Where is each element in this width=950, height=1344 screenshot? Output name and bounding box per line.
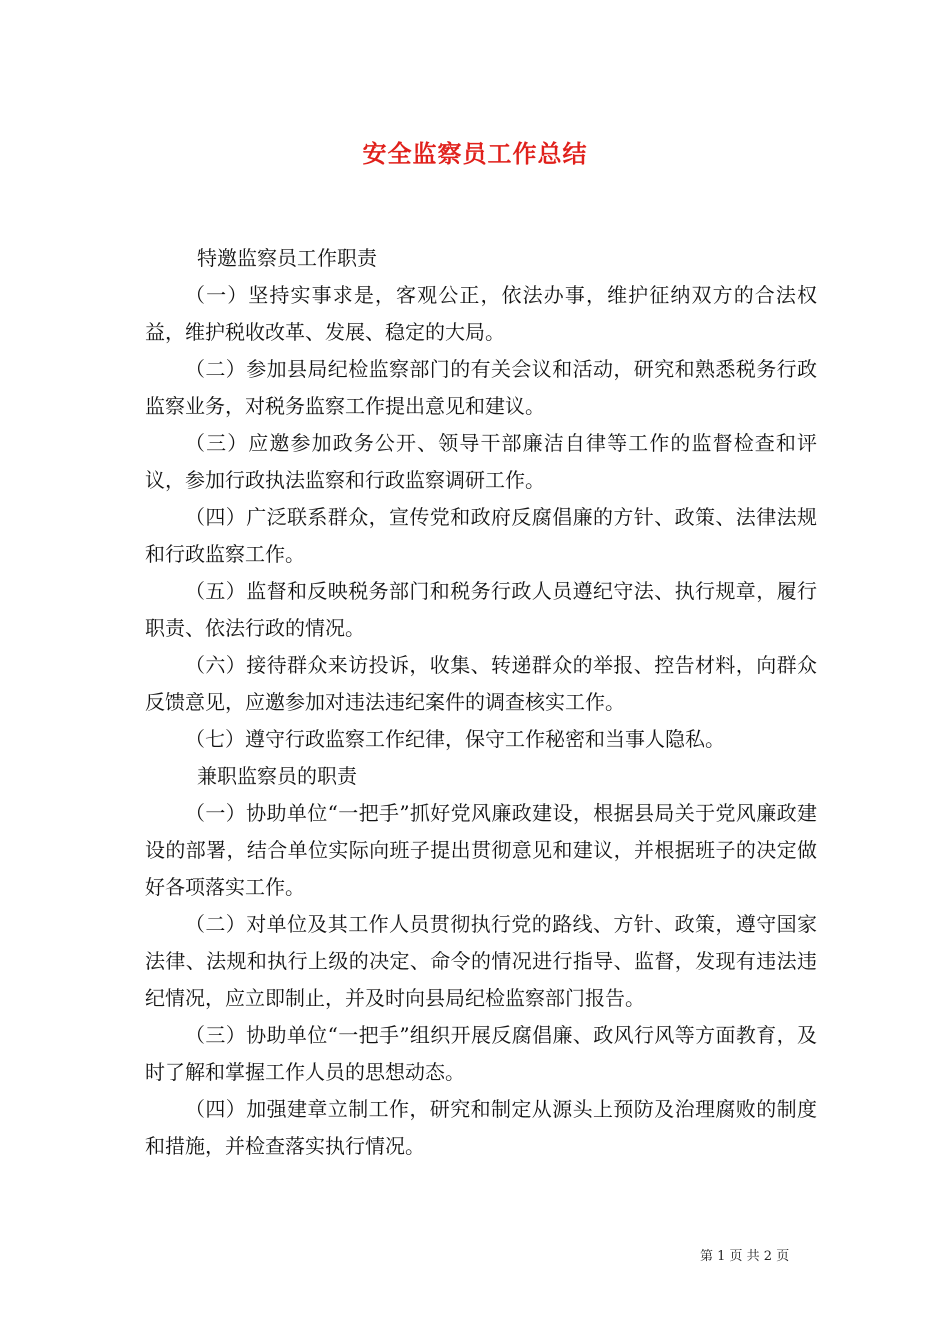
section-heading: 兼职监察员的职责 <box>197 764 357 788</box>
paragraph: （三）应邀参加政务公开、领导干部廉洁自律等工作的监督检查和评议，参加行政执法监察和行政监察调研工作。 <box>145 431 817 492</box>
paragraph: （三）协助单位“一把手”组织开展反腐倡廉、政风行风等方面教育，及时了解和掌握工作人员的思想动态。 <box>145 1023 817 1084</box>
document-body <box>145 240 817 1165</box>
page-number-footer: 第 1 页 共 2 页 <box>700 1249 790 1264</box>
paragraph: （二）对单位及其工作人员贯彻执行党的路线、方针、政策，遵守国家法律、法规和执行上级的决定、命令的情况进行指导、监督，发现有违法违纪情况，应立即制止，并及时向县局纪检监察部门报告。 <box>145 912 817 1010</box>
paragraph: （四）广泛联系群众，宣传党和政府反腐倡廉的方针、政策、法律法规和行政监察工作。 <box>145 505 817 566</box>
paragraph: （四）加强建章立制工作，研究和制定从源头上预防及治理腐败的制度和措施，并检查落实执行情况。 <box>145 1097 817 1158</box>
paragraph: （六）接待群众来访投诉，收集、转递群众的举报、控告材料，向群众反馈意见，应邀参加对违法违纪案件的调查核实工作。 <box>145 653 817 714</box>
paragraph: （七）遵守行政监察工作纪律，保守工作秘密和当事人隐私。 <box>185 727 725 751</box>
paragraph: （一）坚持实事求是，客观公正，依法办事，维护征纳双方的合法权益，维护税收改革、发展、稳定的大局。 <box>145 283 817 344</box>
paragraph: （一）协助单位“一把手”抓好党风廉政建设，根据县局关于党风廉政建设的部署，结合单位实际向班子提出贯彻意见和建议，并根据班子的决定做好各项落实工作。 <box>145 801 817 899</box>
paragraph: （二）参加县局纪检监察部门的有关会议和活动，研究和熟悉税务行政监察业务，对税务监察工作提出意见和建议。 <box>145 357 817 418</box>
section-heading: 特邀监察员工作职责 <box>197 246 377 270</box>
paragraph: （五）监督和反映税务部门和税务行政人员遵纪守法、执行规章，履行职责、依法行政的情况。 <box>145 579 817 640</box>
document-title: 安全监察员工作总结 <box>362 139 588 168</box>
